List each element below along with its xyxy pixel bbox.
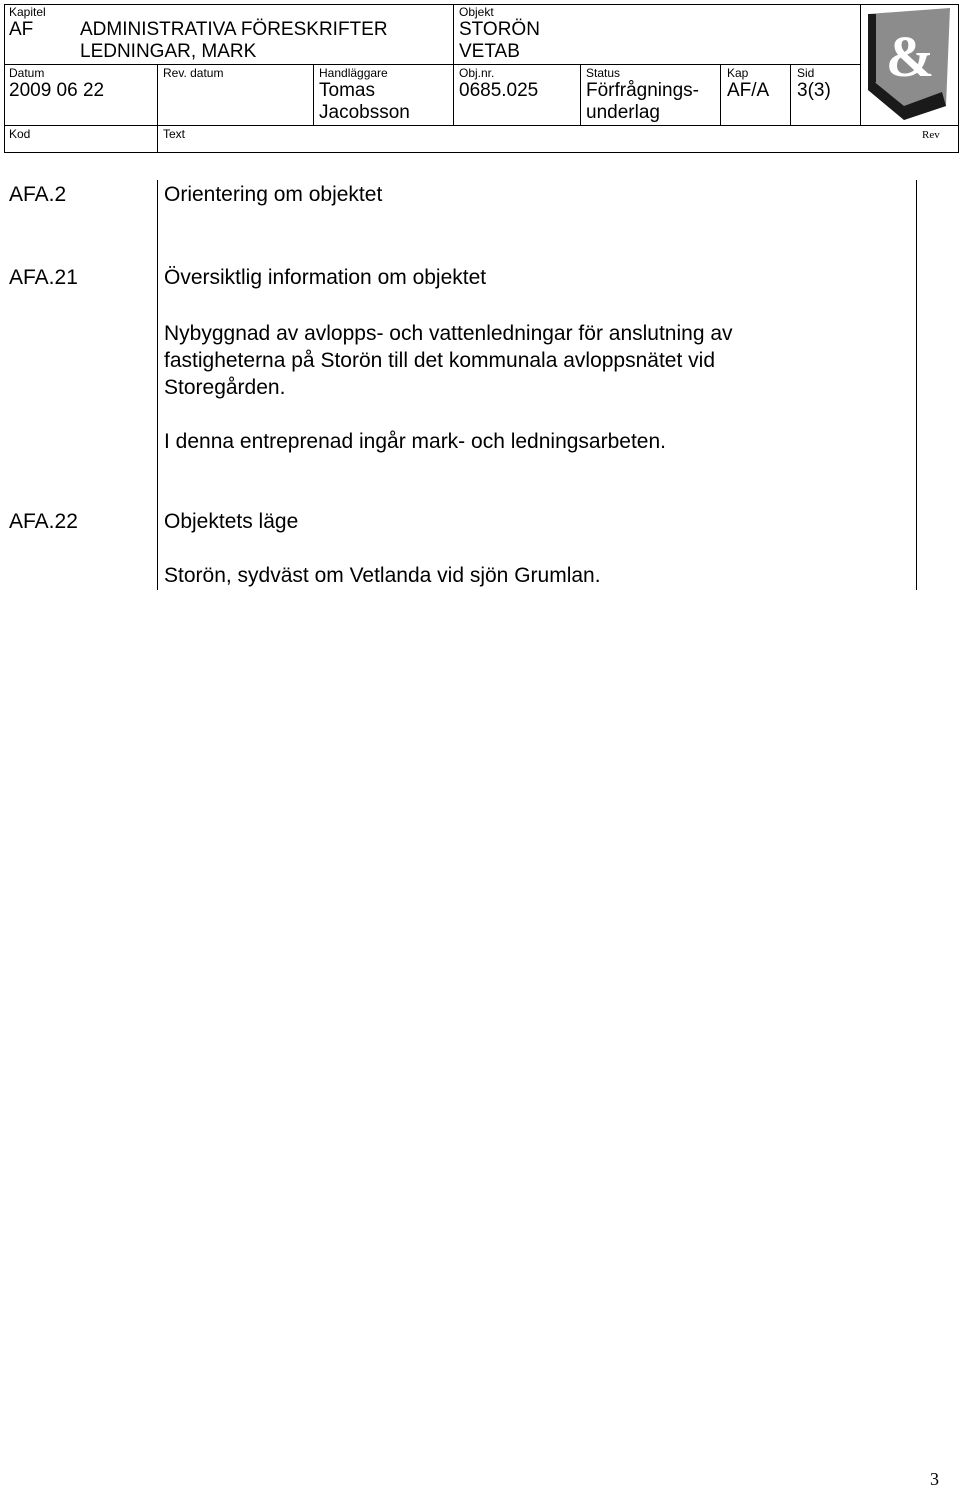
page-number: 3 [930,1469,939,1489]
section-code: AFA.2 [9,183,67,206]
revdatum-label: Rev. datum [163,66,224,80]
section-heading: Objektets läge [164,510,299,533]
objekt-label: Objekt [459,5,494,19]
handlaggare-firstname: Tomas [319,80,375,101]
document-title: ADMINISTRATIVA FÖRESKRIFTER [80,19,388,40]
status-value-line1: Förfrågnings- [586,80,699,101]
section-heading: Orientering om objektet [164,183,383,206]
company-logo [864,6,956,122]
section-paragraph: Nybyggnad av avlopps- och vattenledningar för anslutning av fastigheterna på Storön till det kommunala avloppsnätet vid Storegården. [164,322,733,399]
kapitel-label: Kapitel [9,5,46,19]
datum-label: Datum [9,66,45,80]
sid-value: 3(3) [797,80,831,101]
kod-label: Kod [9,127,31,141]
document-subtitle: LEDNINGAR, MARK [80,41,257,62]
text-label: Text [163,127,186,141]
kap-value: AF/A [727,80,770,101]
ampersand-logo-icon [864,6,956,122]
status-label: Status [586,66,621,80]
objekt-name: STORÖN [459,19,540,40]
kap-label: Kap [727,66,749,80]
section-paragraph: Storön, sydväst om Vetlanda vid sjön Grumlan. [164,564,601,587]
objnr-label: Obj.nr. [459,66,495,80]
sid-label: Sid [797,66,815,80]
objnr-value: 0685.025 [459,80,539,101]
section-code: AFA.21 [9,266,78,289]
section-paragraph: I denna entreprenad ingår mark- och ledningsarbeten. [164,430,666,453]
handlaggare-label: Handläggare [319,66,388,80]
status-value-line2: underlag [586,102,660,123]
section-heading: Översiktlig information om objektet [164,266,487,289]
svg-text:&: & [885,24,935,89]
handlaggare-lastname: Jacobsson [319,102,410,123]
datum-value: 2009 06 22 [9,80,105,101]
rev-label: Rev [922,129,940,141]
kapitel-code: AF [9,19,34,40]
objekt-company: VETAB [459,41,520,62]
section-code: AFA.22 [9,510,78,533]
